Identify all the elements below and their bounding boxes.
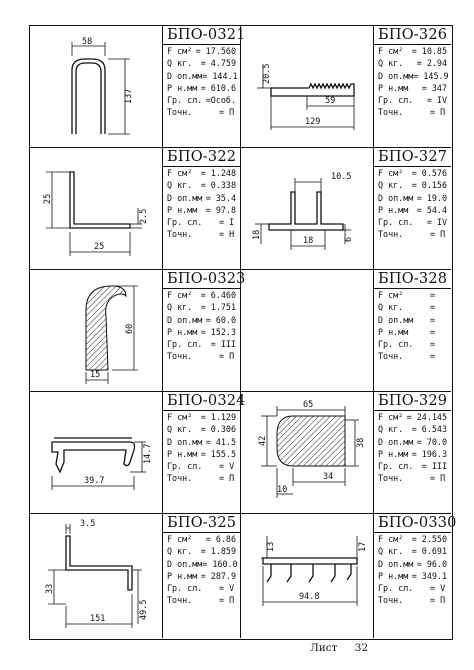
prop-label: Q кг. (167, 302, 193, 313)
prop-label: F см² (167, 412, 193, 422)
drawing-cell-7 (30, 392, 163, 513)
prop-label: P н.мм (378, 570, 409, 581)
row-4 (30, 392, 451, 514)
dim-text: 18 (252, 229, 262, 240)
profile-drawing-4 (241, 148, 374, 270)
prop-label: D оп.мм (378, 436, 414, 447)
info-cell-8 (374, 392, 451, 513)
profile-drawing-7 (30, 392, 163, 514)
prop-value: = (430, 314, 436, 325)
drawing-sheet (29, 25, 457, 640)
prop-label: Q кг. (378, 424, 404, 435)
prop-value: = 196.3 (411, 448, 447, 459)
dim-text: 10.5 (331, 172, 352, 182)
dim-text: 34 (323, 472, 334, 482)
prop-value: = П (430, 595, 446, 606)
prop-value: = 0.156 (411, 180, 447, 191)
prop-label: F см² (167, 534, 193, 544)
dim-text: 60 (125, 323, 135, 334)
prop-value: = IV (426, 95, 447, 106)
info-cell-9 (163, 514, 241, 638)
prop-value: = 0.338 (200, 180, 236, 191)
prop-label: Гр. сл. (167, 583, 203, 594)
prop-label: Гр. сл. (378, 583, 414, 594)
prop-label: Точн. (378, 107, 404, 118)
prop-value: = 41.5 (205, 436, 236, 447)
prop-label: P н.мм (378, 326, 409, 337)
prop-value: = (430, 326, 436, 337)
drawing-cell-1 (30, 26, 163, 147)
profile-code: БПО-0323 (163, 270, 240, 289)
drawing-cell-9 (30, 514, 163, 638)
prop-label: P н.мм (378, 204, 409, 215)
prop-label: D оп.мм (378, 70, 414, 81)
prop-label: Гр. сл. (378, 461, 414, 472)
prop-value: = V (219, 583, 235, 594)
row-1 (30, 26, 451, 148)
profile-code: БПО-0321 (163, 26, 240, 45)
prop-value: = 35.4 (205, 192, 236, 203)
prop-label: Q кг. (167, 424, 193, 435)
prop-value: = П (430, 229, 446, 240)
prop-label: Гр. сл. (378, 339, 414, 350)
prop-value: = I (219, 217, 235, 228)
prop-value: = 349.1 (411, 570, 447, 581)
dim-text: 39.7 (84, 476, 105, 486)
profile-drawing-5 (30, 270, 163, 392)
prop-value: = 1.859 (200, 546, 236, 557)
prop-value: = 144.1 (202, 70, 238, 81)
prop-label: D оп.мм (167, 192, 203, 203)
prop-value: = 1.751 (200, 302, 236, 313)
profile-drawing-9 (30, 514, 163, 638)
info-cell-6 (374, 270, 451, 391)
row-3 (30, 270, 451, 392)
prop-label: Q кг. (378, 180, 404, 191)
profile-code: БПО-0330 (374, 514, 451, 533)
prop-value: = 287.9 (200, 570, 236, 581)
info-cell-10 (374, 514, 457, 638)
prop-value: = 2.550 (411, 534, 447, 544)
prop-value: = П (219, 595, 235, 606)
prop-value: = III (210, 339, 236, 350)
dim-text: 58 (82, 37, 93, 47)
profile-drawing-8 (241, 392, 374, 514)
prop-label: Q кг. (378, 58, 404, 69)
sheet-label: Лист (310, 642, 338, 654)
prop-value: = 19.0 (416, 192, 447, 203)
prop-label: Q кг. (167, 58, 193, 69)
info-cell-7 (163, 392, 246, 513)
prop-label: P н.мм (167, 82, 198, 93)
prop-value: = 160.0 (202, 558, 238, 569)
prop-label: Q кг. (167, 546, 193, 557)
prop-value: = (430, 351, 436, 362)
prop-label: Точн. (378, 229, 404, 240)
prop-value: = П (430, 473, 446, 484)
dim-text: 137 (124, 88, 134, 104)
dim-text: 14.7 (143, 443, 153, 464)
profile-code: БПО-327 (374, 148, 451, 167)
prop-value: = IV (426, 217, 447, 228)
sheet-footer (310, 642, 368, 654)
prop-value: = 0.576 (411, 168, 447, 178)
profile-drawing-1 (30, 26, 163, 148)
prop-label: Точн. (378, 351, 404, 362)
profile-code: БПО-322 (163, 148, 240, 167)
profile-code: БПО-329 (374, 392, 451, 411)
dim-text: 94.8 (299, 592, 320, 602)
prop-label: Гр. сл. (167, 217, 203, 228)
prop-value: = (430, 290, 436, 300)
prop-label: F см² (167, 168, 193, 178)
dim-text: 13 (266, 541, 276, 552)
prop-label: Q кг. (378, 302, 404, 313)
prop-label: P н.мм (378, 448, 409, 459)
prop-value: = 1.129 (200, 412, 236, 422)
dim-text: 25 (94, 242, 105, 252)
dim-text: 38 (356, 437, 366, 448)
dim-text: 129 (305, 117, 321, 127)
prop-value: = 70.0 (416, 436, 447, 447)
dim-text: 65 (303, 400, 314, 410)
prop-value: = 17.560 (195, 46, 236, 56)
prop-label: F см² (167, 46, 193, 56)
dim-text: 3.5 (80, 519, 96, 529)
dim-text: 6 (344, 236, 354, 242)
profile-code: БПО-0324 (163, 392, 240, 411)
prop-value: = 96.0 (416, 558, 447, 569)
drawing-cell-3 (30, 148, 163, 269)
prop-value: = 4.759 (200, 58, 236, 69)
prop-value: = V (430, 583, 446, 594)
prop-label: D оп.мм (378, 314, 414, 325)
dim-text: 49.5 (139, 599, 149, 620)
info-cell-2 (374, 26, 451, 147)
profile-code: БПО-328 (374, 270, 451, 289)
prop-value: = П (219, 351, 235, 362)
prop-value: = 6.460 (200, 290, 236, 300)
prop-label: Точн. (378, 473, 404, 484)
prop-label: D оп.мм (378, 558, 414, 569)
dim-text: 20.5 (262, 63, 272, 84)
prop-label: Гр. сл. (167, 339, 203, 350)
prop-value: = П (219, 473, 235, 484)
prop-label: Гр. сл. (167, 461, 203, 472)
drawing-cell-10 (241, 514, 374, 638)
drawing-cell-6 (241, 270, 374, 391)
dim-text: 25 (43, 193, 53, 204)
prop-value: = 155.5 (200, 448, 236, 459)
prop-value: =Особ. (205, 95, 236, 106)
prop-label: P н.мм (167, 570, 198, 581)
prop-label: Q кг. (167, 180, 193, 191)
dim-text: 15 (90, 370, 101, 380)
prop-value: = (430, 302, 436, 313)
profile-drawing-3 (30, 148, 163, 270)
dim-text: 59 (325, 96, 336, 106)
info-cell-1 (163, 26, 246, 147)
prop-label: P н.мм (378, 82, 409, 93)
prop-label: Q кг. (378, 546, 404, 557)
drawing-cell-5 (30, 270, 163, 391)
dim-text: 10 (277, 485, 288, 495)
sheet-number: 32 (354, 642, 369, 654)
profile-drawing-2 (241, 26, 374, 148)
prop-value: = 152.3 (200, 326, 236, 337)
prop-value: = 97.8 (205, 204, 236, 215)
prop-label: D оп.мм (167, 314, 203, 325)
prop-label: F см² (378, 46, 404, 56)
prop-value: = 347 (421, 82, 447, 93)
prop-label: D оп.мм (167, 70, 203, 81)
profile-drawing-10 (241, 514, 374, 638)
prop-label: D оп.мм (167, 558, 203, 569)
row-2 (30, 148, 451, 270)
info-cell-3 (163, 148, 241, 269)
prop-label: Точн. (167, 473, 193, 484)
drawing-cell-2 (241, 26, 374, 147)
prop-value: = 610.6 (200, 82, 236, 93)
prop-label: Гр. сл. (378, 95, 414, 106)
prop-value: = 6.543 (411, 424, 447, 435)
prop-label: F см² (378, 534, 404, 544)
prop-value: = V (219, 461, 235, 472)
prop-value: = 6.86 (205, 534, 236, 544)
info-cell-5 (163, 270, 246, 391)
dim-text: 2.5 (139, 208, 149, 224)
prop-value: = 145.9 (413, 70, 449, 81)
prop-label: D оп.мм (167, 436, 203, 447)
prop-value: = III (421, 461, 447, 472)
info-cell-4 (374, 148, 451, 269)
prop-value: = 0.306 (200, 424, 236, 435)
prop-label: Точн. (167, 595, 193, 606)
prop-label: Гр. сл. (378, 217, 414, 228)
prop-label: P н.мм (167, 204, 198, 215)
prop-label: Точн. (167, 107, 193, 118)
prop-label: F см² (167, 290, 193, 300)
prop-label: Точн. (167, 351, 193, 362)
prop-label: F см² (378, 412, 404, 422)
prop-label: Точн. (167, 229, 193, 240)
dim-text: 42 (258, 435, 268, 446)
dim-text: 33 (45, 583, 55, 594)
prop-value: = (430, 339, 436, 350)
prop-label: Точн. (378, 595, 404, 606)
profile-code: БПО-326 (374, 26, 451, 45)
prop-value: = П (430, 107, 446, 118)
drawing-cell-8 (241, 392, 374, 513)
prop-value: = 54.4 (416, 204, 447, 215)
prop-label: F см² (378, 290, 404, 300)
prop-value: = Н (219, 229, 235, 240)
prop-label: D оп.мм (378, 192, 414, 203)
profile-code: БПО-325 (163, 514, 240, 533)
dim-text: 18 (303, 236, 314, 246)
dim-text: 17 (358, 541, 368, 552)
prop-value: = 60.0 (205, 314, 236, 325)
prop-value: = 1.248 (200, 168, 236, 178)
prop-value: = 10.85 (411, 46, 447, 56)
drawing-cell-4 (241, 148, 374, 269)
prop-value: = 24.145 (406, 412, 447, 422)
prop-value: = 2.94 (416, 58, 447, 69)
dim-text: 151 (90, 614, 106, 624)
prop-label: Гр. сл. (167, 95, 203, 106)
prop-value: = П (219, 107, 235, 118)
row-5 (30, 514, 457, 638)
prop-value: = 0.691 (411, 546, 447, 557)
prop-label: F см² (378, 168, 404, 178)
prop-label: P н.мм (167, 326, 198, 337)
prop-label: P н.мм (167, 448, 198, 459)
